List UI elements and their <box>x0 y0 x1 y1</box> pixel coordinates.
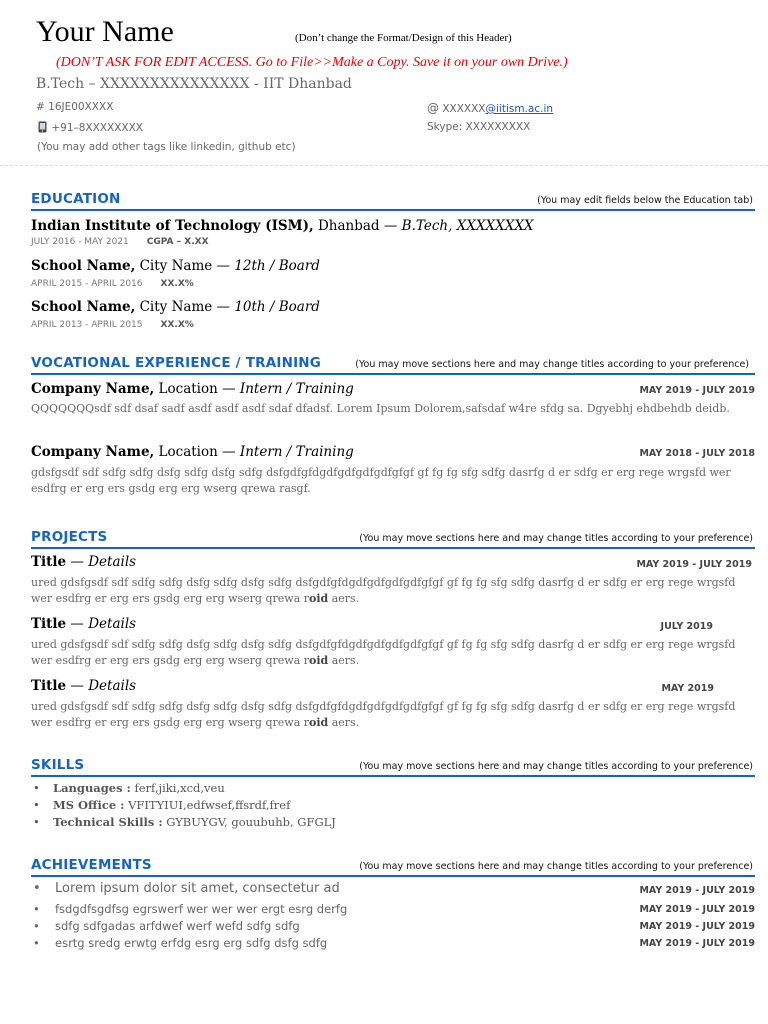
project-dates: MAY 2019 - JULY 2019 <box>636 559 752 570</box>
project-dates: JULY 2019 <box>660 621 713 632</box>
section-title: EDUCATION <box>31 191 121 207</box>
achievement-item: • esrtg sredg erwtg erfdg esrg erg sdfg dsfg sdfg <box>33 936 328 950</box>
section-title: ACHIEVEMENTS <box>31 857 152 873</box>
at-icon: @ <box>427 101 439 115</box>
phone-icon <box>37 122 51 134</box>
hash-icon: # <box>36 101 45 113</box>
edit-access-warning: (DON’T ASK FOR EDIT ACCESS. Go to File>>Make a Copy. Save it on your own Drive.) <box>56 55 568 70</box>
experience-entry: Company Name, Location — Intern / Training <box>31 444 354 460</box>
achievement-item: • fsdgdfsgdfsg egrswerf wer wer wer ergt esrg derfg <box>33 902 348 916</box>
achievement-dates: MAY 2019 - JULY 2019 <box>639 938 755 949</box>
project-description: ured gdsfgsdf sdf sdfg sdfg dsfg sdfg dsfg sdfg dsfgdfgfdgdfgdfgdfgdfgfgf gf fg fg sfg sdfg dasrfg d er sdfg er erg rege wrgsfd wer esdfrg er erg ers gsdg erg erg wserg qrewa roid aers. <box>31 700 736 729</box>
skill-item: • Languages : ferf,jiki,xcd,veu <box>33 781 225 795</box>
header-divider <box>0 165 768 166</box>
roll-number: # 16JE00XXXX <box>36 101 114 113</box>
achievement-dates: MAY 2019 - JULY 2019 <box>639 904 755 915</box>
project-description: ured gdsfgsdf sdf sdfg sdfg dsfg sdfg dsfg sdfg dsfgdfgfdgdfgdfgdfgdfgfgf gf fg fg sfg sdfg dasrfg d er sdfg er erg rege wrgsfd wer esdfrg er erg ers gsdg erg erg wserg qrewa roid aers. <box>31 638 736 667</box>
experience-description: gdsfgsdf sdf sdfg sdfg dsfg sdfg dsfg sdfg dsfgdfgfdgdfgdfgdfgdfgfgf gf fg fg sfg sdfg dasrfg d er sdfg er erg rege wrgsfd wer esdfrg er erg ers gsdg erg erg wserg qrewa rasgf. <box>31 466 731 495</box>
achievement-dates: MAY 2019 - JULY 2019 <box>639 885 755 896</box>
section-skills <box>31 753 755 777</box>
section-vocational <box>31 351 755 375</box>
experience-dates: MAY 2019 - JULY 2019 <box>639 385 755 396</box>
header-format-note: (Don’t change the Format/Design of this Header) <box>295 32 512 44</box>
section-note: (You may move sections here and may change titles according to your preference) <box>355 359 749 370</box>
education-meta: APRIL 2015 - APRIL 2016 XX.X% <box>31 279 194 289</box>
degree-line: B.Tech – XXXXXXXXXXXXXXX - IIT Dhanbad <box>36 76 352 92</box>
achievement-dates: MAY 2019 - JULY 2019 <box>639 921 755 932</box>
project-description: ured gdsfgsdf sdf sdfg sdfg dsfg sdfg dsfg sdfg dsfgdfgfdgdfgdfgdfgdfgfgf gf fg fg sfg sdfg dasrfg d er sdfg er erg rege wrgsfd wer esdfrg er erg ers gsdg erg erg wserg qrewa roid aers. <box>31 576 736 605</box>
project-entry: Title — Details <box>31 554 137 570</box>
tags-note: (You may add other tags like linkedin, github etc) <box>37 141 296 153</box>
achievement-item: • Lorem ipsum dolor sit amet, consectetur ad <box>33 881 340 896</box>
email-link[interactable]: @iitism.ac.in <box>485 103 554 115</box>
section-projects <box>31 525 755 549</box>
email: @ XXXXXX@iitism.ac.in <box>427 101 554 115</box>
section-achievements <box>31 853 755 877</box>
achievement-item: • sdfg sdfgadas arfdwef werf wefd sdfg sdfg <box>33 919 300 933</box>
education-entry: Indian Institute of Technology (ISM), Dhanbad — B.Tech, XXXXXXXX <box>31 218 534 234</box>
section-title: VOCATIONAL EXPERIENCE / TRAINING <box>31 355 322 371</box>
project-entry: Title — Details <box>31 616 137 632</box>
candidate-name: Your Name <box>36 15 174 48</box>
skill-item: • Technical Skills : GYBUYGV, gouubuhb, GFGLJ <box>33 815 336 829</box>
section-note: (You may move sections here and may change titles according to your preference) <box>359 533 753 544</box>
project-dates: MAY 2019 <box>661 683 714 694</box>
section-title: SKILLS <box>31 757 85 773</box>
experience-description: QQQQQQQsdf sdf dsaf sadf asdf asdf asdf sdaf dfadsf. Lorem Ipsum Dolorem,safsdaf w4re sfdg sa. Dgyebhj ehdbehdb deidb. <box>31 402 730 415</box>
phone: +91–8XXXXXXXX <box>37 121 143 134</box>
section-education <box>31 187 755 211</box>
experience-entry: Company Name, Location — Intern / Training <box>31 381 354 397</box>
section-note: (You may move sections here and may change titles according to your preference) <box>359 761 753 772</box>
project-entry: Title — Details <box>31 678 137 694</box>
experience-dates: MAY 2018 - JULY 2018 <box>639 448 755 459</box>
education-meta: APRIL 2013 - APRIL 2015 XX.X% <box>31 320 194 330</box>
education-meta: JULY 2016 - MAY 2021 CGPA – X.XX <box>31 237 209 247</box>
section-note: (You may edit fields below the Education tab) <box>537 195 753 206</box>
skill-item: • MS Office : VFITYIUI,edfwsef,ffsrdf,fref <box>33 798 291 812</box>
section-note: (You may move sections here and may change titles according to your preference) <box>359 861 753 872</box>
education-entry: School Name, City Name — 12th / Board <box>31 258 320 274</box>
education-entry: School Name, City Name — 10th / Board <box>31 299 320 315</box>
section-title: PROJECTS <box>31 529 108 545</box>
skype: Skype: XXXXXXXXX <box>427 121 531 133</box>
